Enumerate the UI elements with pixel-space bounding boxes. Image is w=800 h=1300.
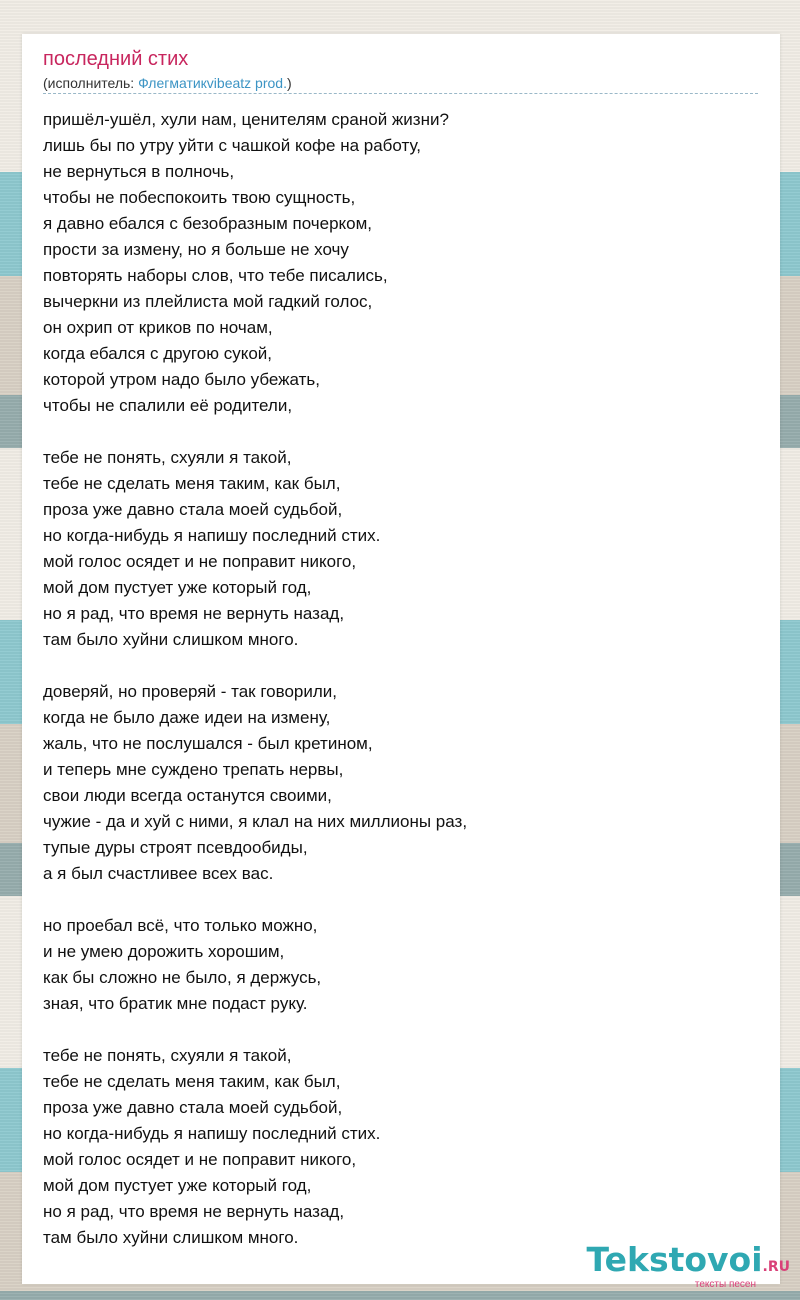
lyric-line: мой дом пустует уже который год,	[43, 1176, 312, 1195]
lyrics-card	[22, 34, 780, 1284]
lyric-line: которой утром надо было убежать,	[43, 370, 320, 389]
lyric-line: чтобы не побеспокоить твою сущность,	[43, 188, 356, 207]
logo-wordmark	[586, 1242, 790, 1285]
lyric-line: но когда-нибудь я напишу последний стих.	[43, 526, 381, 545]
stanza-break	[43, 887, 763, 913]
lyric-line: тебе не понять, схуяли я такой,	[43, 448, 292, 467]
lyric-line: а я был счастливее всех вас.	[43, 864, 274, 883]
lyric-line: но я рад, что время не вернуть назад,	[43, 604, 345, 623]
lyric-line: там было хуйни слишком много.	[43, 1228, 299, 1247]
lyric-line: тебе не сделать меня таким, как был,	[43, 1072, 341, 1091]
lyric-line: зная, что братик мне подаст руку.	[43, 994, 308, 1013]
title-divider	[43, 93, 758, 94]
lyric-line: чтобы не спалили её родители,	[43, 396, 293, 415]
lyric-line: я давно ебался с безобразным почерком,	[43, 214, 373, 233]
lyric-line: он охрип от криков по ночам,	[43, 318, 273, 337]
lyric-line: повторять наборы слов, что тебе писались,	[43, 266, 388, 285]
lyric-line: не вернуться в полночь,	[43, 162, 235, 181]
lyric-line: там было хуйни слишком много.	[43, 630, 299, 649]
lyric-line: тебе не понять, схуяли я такой,	[43, 1046, 292, 1065]
performer-suffix: )	[286, 75, 292, 91]
lyric-line: и не умею дорожить хорошим,	[43, 942, 285, 961]
performer-prefix: (исполнитель:	[43, 75, 139, 91]
song-title: последний стих	[43, 48, 189, 70]
lyrics-text	[43, 107, 763, 1251]
stanza-break	[43, 653, 763, 679]
logo-name: Tekstovoi	[586, 1240, 763, 1279]
lyric-line: проза уже давно стала моей судьбой,	[43, 1098, 343, 1117]
site-logo[interactable]	[586, 1242, 790, 1290]
lyric-line: когда ебался с другою сукой,	[43, 344, 272, 363]
lyric-line: но когда-нибудь я напишу последний стих.	[43, 1124, 381, 1143]
lyric-line: но проебал всё, что только можно,	[43, 916, 318, 935]
lyric-line: мой голос осядет и не поправит никого,	[43, 1150, 357, 1169]
lyric-line: мой дом пустует уже который год,	[43, 578, 312, 597]
lyric-line: как бы сложно не было, я держусь,	[43, 968, 322, 987]
lyric-line: проза уже давно стала моей судьбой,	[43, 500, 343, 519]
lyric-line: но я рад, что время не вернуть назад,	[43, 1202, 345, 1221]
performer-line	[43, 74, 292, 92]
stanza-break	[43, 419, 763, 445]
stanza-break	[43, 1017, 763, 1043]
lyric-line: прости за измену, но я больше не хочу	[43, 240, 349, 259]
lyric-line: тупые дуры строят псевдообиды,	[43, 838, 308, 857]
lyric-line: когда не было даже идеи на измену,	[43, 708, 331, 727]
logo-tld: .RU	[762, 1259, 790, 1275]
lyric-line: чужие - да и хуй с ними, я клал на них миллионы раз,	[43, 812, 468, 831]
logo-tagline: тексты песен	[694, 1279, 756, 1290]
lyric-line: свои люди всегда останутся своими,	[43, 786, 332, 805]
lyric-line: пришёл-ушёл, хули нам, ценителям сраной жизни?	[43, 110, 449, 129]
lyric-line: вычеркни из плейлиста мой гадкий голос,	[43, 292, 373, 311]
artist-link[interactable]: Флегматикvibeatz prod.	[138, 75, 287, 91]
lyric-line: доверяй, но проверяй - так говорили,	[43, 682, 338, 701]
lyric-line: мой голос осядет и не поправит никого,	[43, 552, 357, 571]
lyric-line: лишь бы по утру уйти с чашкой кофе на работу,	[43, 136, 421, 155]
lyric-line: и теперь мне суждено трепать нервы,	[43, 760, 344, 779]
lyric-line: тебе не сделать меня таким, как был,	[43, 474, 341, 493]
lyric-line: жаль, что не послушался - был кретином,	[43, 734, 373, 753]
